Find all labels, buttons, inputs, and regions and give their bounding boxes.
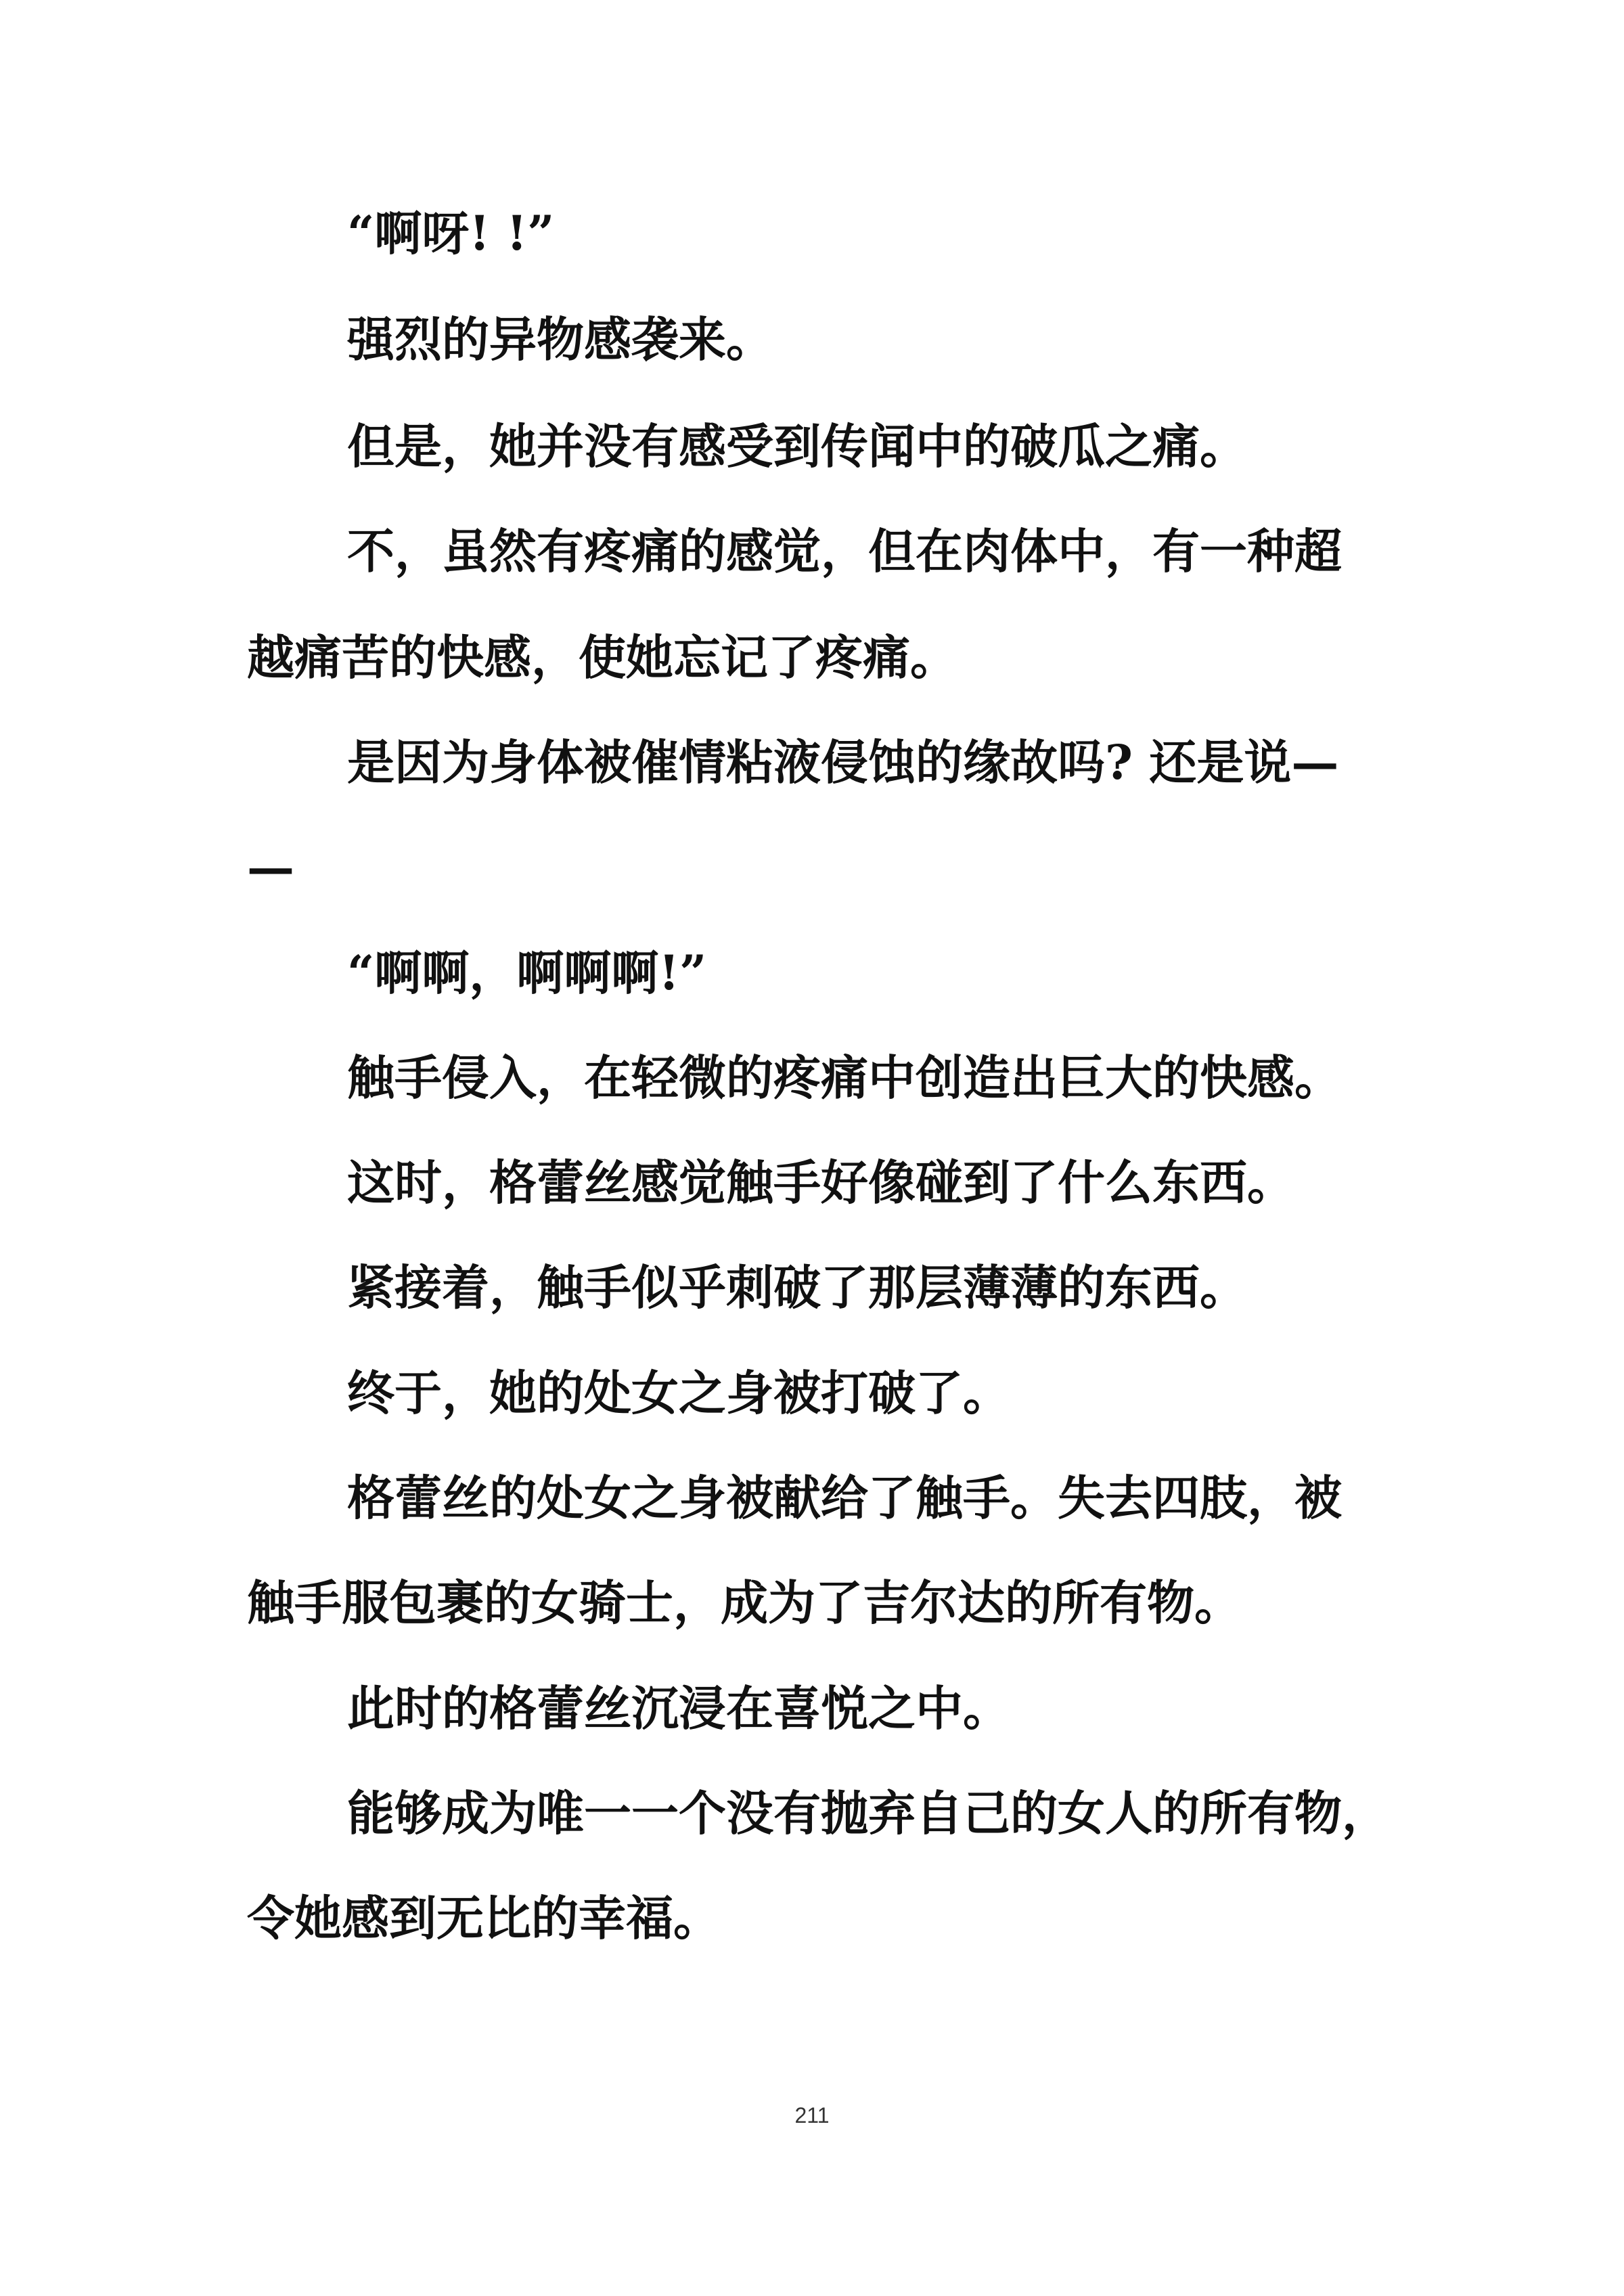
text-line: 不，虽然有疼痛的感觉，但在肉体中，有一种超 bbox=[347, 523, 1342, 579]
text-line: 格蕾丝的处女之身被献给了触手。失去四肢，被 bbox=[347, 1470, 1342, 1526]
text-line: “啊呀! !” bbox=[347, 205, 555, 261]
text-line: 但是，她并没有感受到传闻中的破瓜之痛。 bbox=[347, 418, 1247, 474]
text-line: 触手侵入，在轻微的疼痛中创造出巨大的快感。 bbox=[347, 1050, 1342, 1106]
page-number: 211 bbox=[794, 2103, 830, 2128]
text-line: 终于，她的处女之身被打破了。 bbox=[347, 1365, 1010, 1421]
text-line: 强烈的异物感袭来。 bbox=[347, 311, 773, 367]
text-line: 是因为身体被催情粘液侵蚀的缘故吗? 还是说— bbox=[347, 734, 1339, 790]
text-line: “啊啊，啊啊啊!” bbox=[347, 945, 707, 1001]
text-line: 令她感到无比的幸福。 bbox=[247, 1890, 721, 1946]
text-line: 能够成为唯一一个没有抛弃自己的女人的所有物， bbox=[347, 1785, 1389, 1841]
text-line: 紧接着，触手似乎刺破了那层薄薄的东西。 bbox=[347, 1259, 1247, 1315]
text-line: 触手服包裹的女骑士，成为了吉尔达的所有物。 bbox=[247, 1575, 1242, 1631]
text-line: 越痛苦的快感，使她忘记了疼痛。 bbox=[247, 629, 957, 685]
text-line: 此时的格蕾丝沉浸在喜悦之中。 bbox=[347, 1680, 1010, 1736]
text-line: — bbox=[247, 839, 294, 895]
text-line: 这时，格蕾丝感觉触手好像碰到了什么东西。 bbox=[347, 1154, 1294, 1211]
